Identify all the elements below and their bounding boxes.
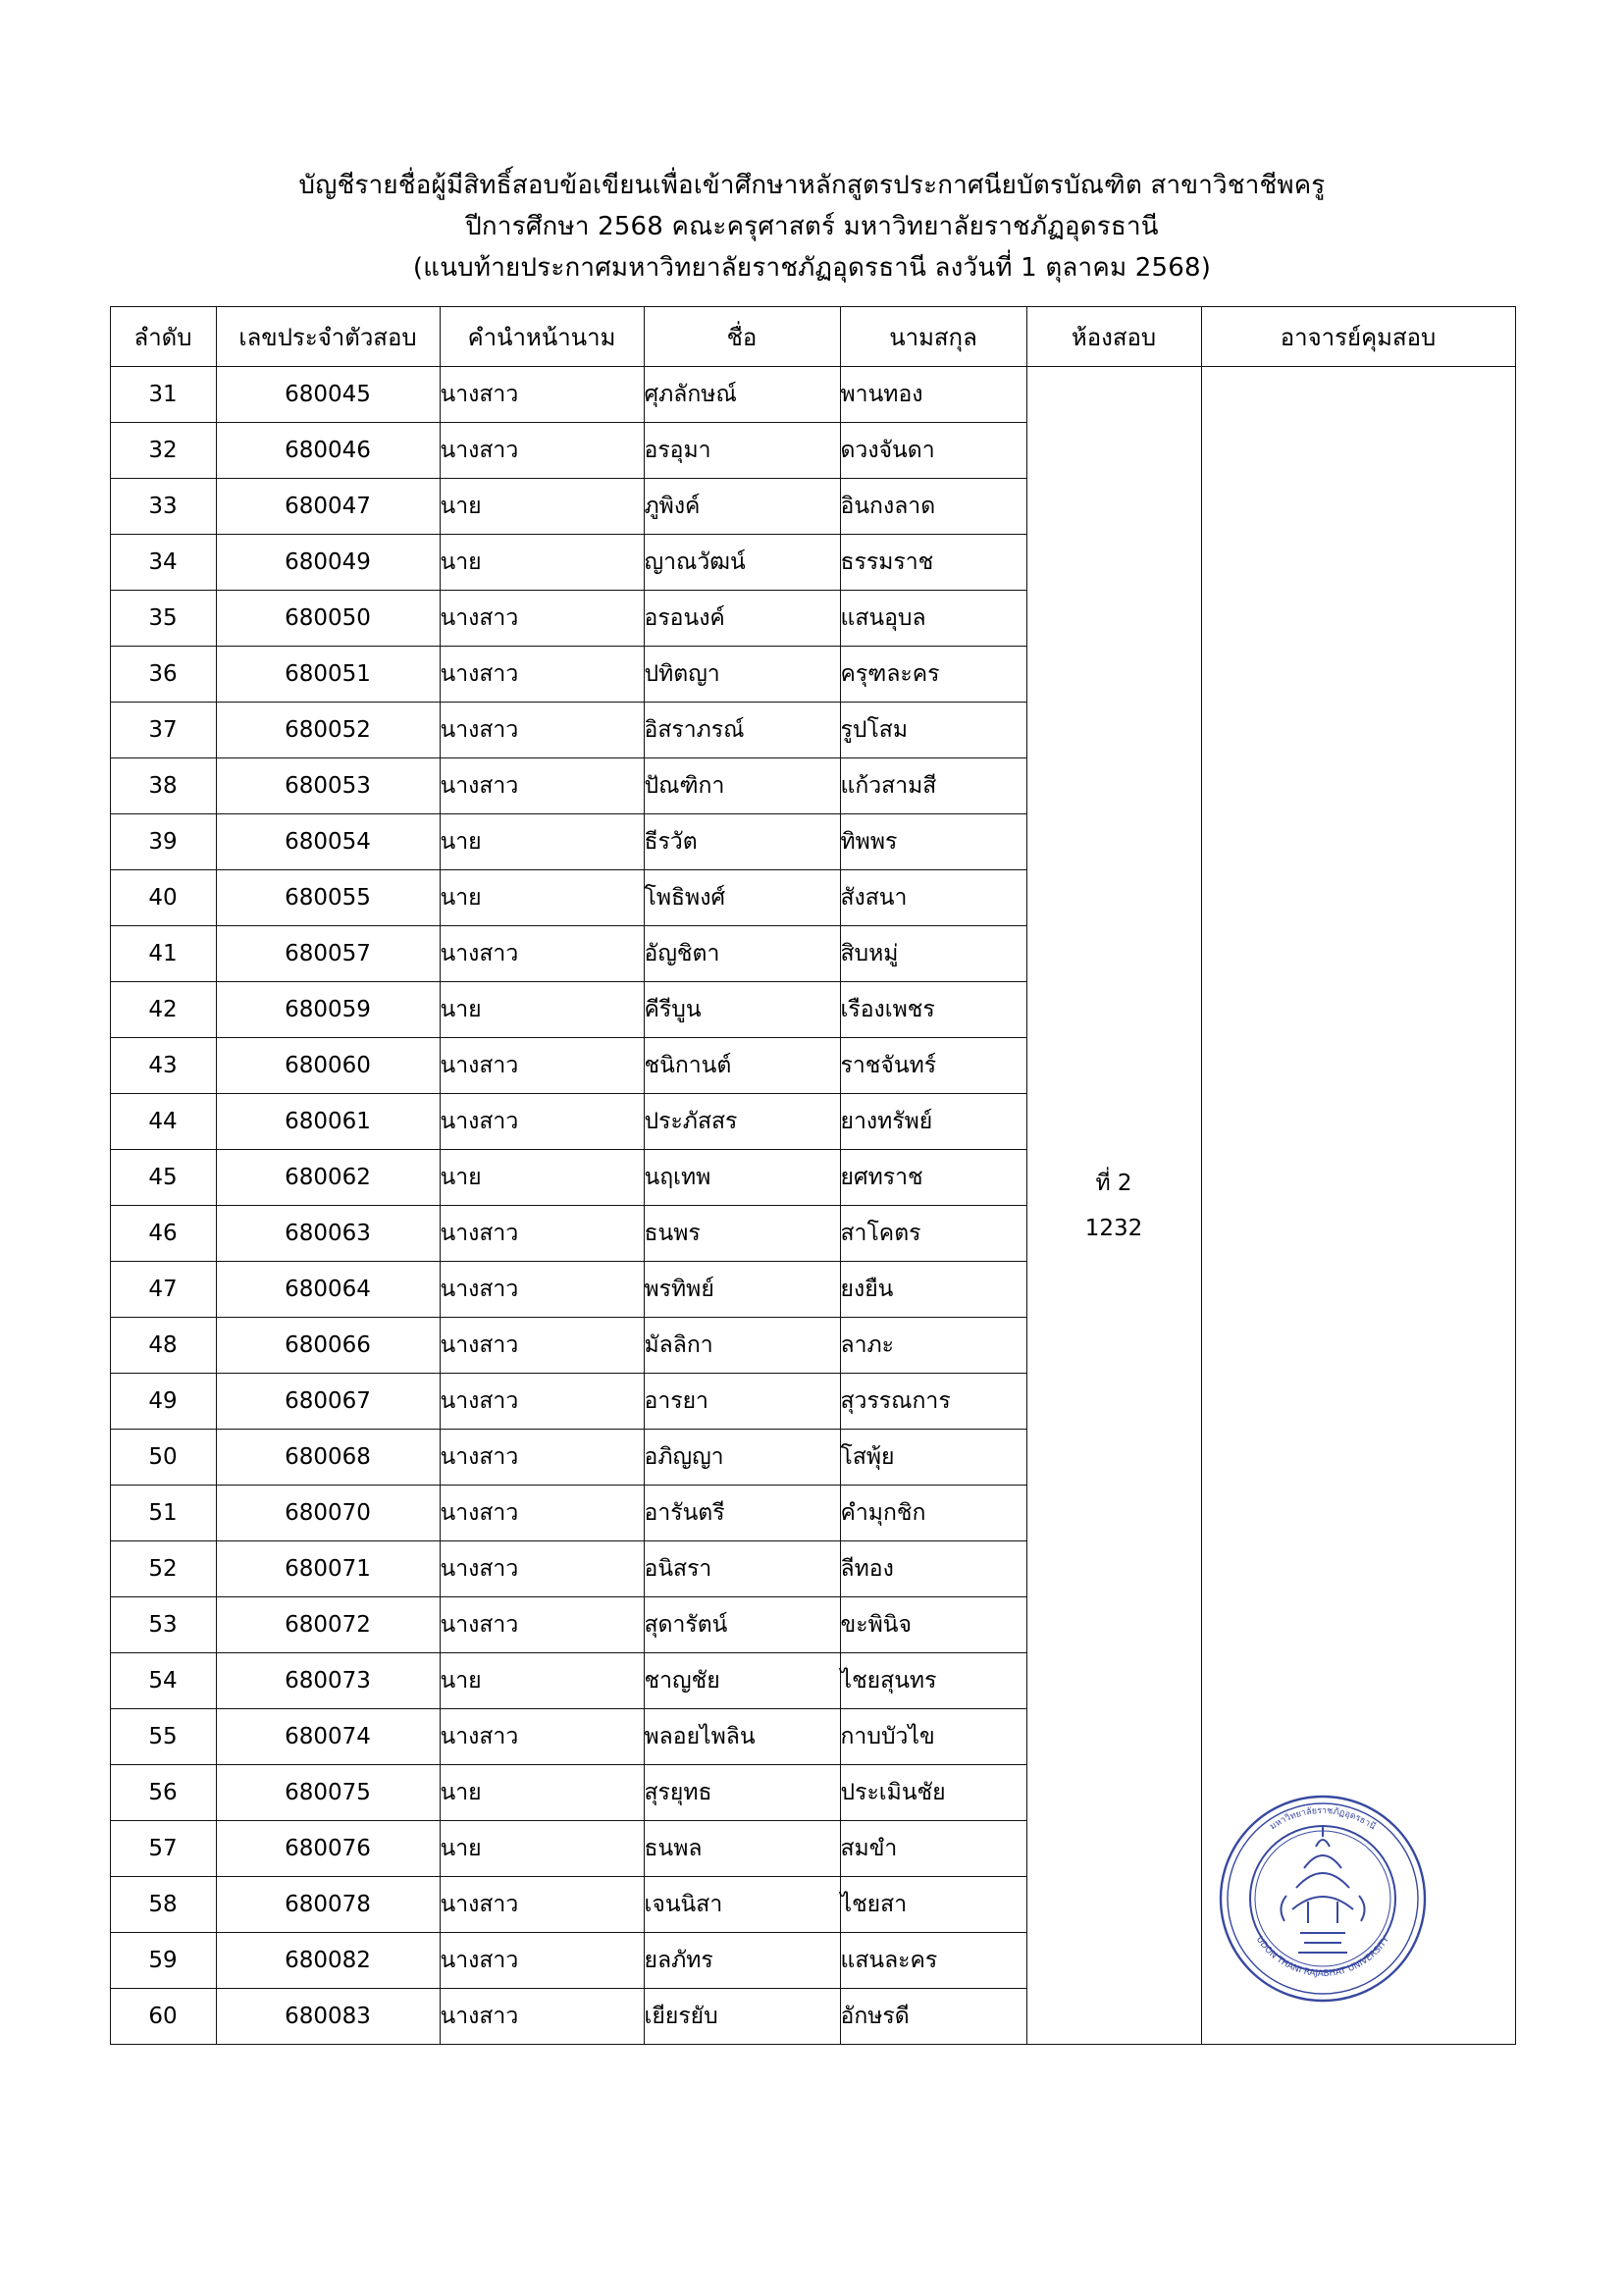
cell-title: นาย — [440, 479, 644, 535]
cell-no: 48 — [110, 1318, 216, 1374]
cell-no: 58 — [110, 1877, 216, 1933]
cell-first: เจนนิสา — [644, 1877, 840, 1933]
cell-no: 42 — [110, 982, 216, 1038]
cell-title: นางสาว — [440, 591, 644, 647]
cell-id: 680076 — [216, 1821, 440, 1877]
cell-id: 680057 — [216, 926, 440, 982]
cell-last: ไชยสุนทร — [840, 1653, 1026, 1709]
cell-last: เรืองเพชร — [840, 982, 1026, 1038]
cell-no: 54 — [110, 1653, 216, 1709]
cell-id: 680045 — [216, 367, 440, 423]
cell-title: นางสาว — [440, 1989, 644, 2045]
roster-table-wrapper — [110, 306, 1515, 2045]
cell-title: นางสาว — [440, 1262, 644, 1318]
cell-first: พรทิพย์ — [644, 1262, 840, 1318]
cell-title: นางสาว — [440, 647, 644, 703]
cell-first: ชนิกานต์ — [644, 1038, 840, 1094]
cell-no: 47 — [110, 1262, 216, 1318]
cell-last: ธรรมราช — [840, 535, 1026, 591]
cell-id: 680067 — [216, 1374, 440, 1430]
cell-title: นางสาว — [440, 1430, 644, 1486]
cell-no: 37 — [110, 703, 216, 758]
cell-last: โสพุ้ย — [840, 1430, 1026, 1486]
col-header-proctor: อาจารย์คุมสอบ — [1201, 307, 1515, 367]
cell-title: นางสาว — [440, 703, 644, 758]
cell-title: นาย — [440, 982, 644, 1038]
cell-id: 680059 — [216, 982, 440, 1038]
cell-first: ญาณวัฒน์ — [644, 535, 840, 591]
cell-last: ขะพินิจ — [840, 1597, 1026, 1653]
cell-first: ปัณฑิกา — [644, 758, 840, 814]
cell-id: 680051 — [216, 647, 440, 703]
cell-last: กาบบัวไข — [840, 1709, 1026, 1765]
cell-id: 680070 — [216, 1486, 440, 1541]
cell-id: 680083 — [216, 1989, 440, 2045]
cell-id: 680052 — [216, 703, 440, 758]
cell-id: 680074 — [216, 1709, 440, 1765]
cell-first: อิสราภรณ์ — [644, 703, 840, 758]
cell-id: 680075 — [216, 1765, 440, 1821]
col-header-title: คำนำหน้านาม — [440, 307, 644, 367]
cell-no: 36 — [110, 647, 216, 703]
cell-first: ภูพิงค์ — [644, 479, 840, 535]
cell-last: ลีทอง — [840, 1541, 1026, 1597]
cell-no: 60 — [110, 1989, 216, 2045]
cell-id: 680073 — [216, 1653, 440, 1709]
cell-id: 680050 — [216, 591, 440, 647]
cell-last: สังสนา — [840, 870, 1026, 926]
cell-no: 34 — [110, 535, 216, 591]
cell-no: 41 — [110, 926, 216, 982]
university-seal — [1210, 1786, 1436, 2011]
cell-first: โพธิพงศ์ — [644, 870, 840, 926]
cell-last: ครุฑละคร — [840, 647, 1026, 703]
cell-title: นางสาว — [440, 1541, 644, 1597]
cell-first: สุดารัตน์ — [644, 1597, 840, 1653]
cell-last: สิบหมู่ — [840, 926, 1026, 982]
cell-title: นาย — [440, 1150, 644, 1206]
table-header-row — [110, 307, 1515, 367]
cell-first: อภิญญา — [644, 1430, 840, 1486]
cell-id: 680072 — [216, 1597, 440, 1653]
cell-id: 680046 — [216, 423, 440, 479]
cell-first: ปทิตญา — [644, 647, 840, 703]
cell-no: 46 — [110, 1206, 216, 1262]
cell-first: ยลภัทร — [644, 1933, 840, 1989]
cell-last: แสนละคร — [840, 1933, 1026, 1989]
table-row — [110, 367, 1515, 423]
col-header-exam-id: เลขประจำตัวสอบ — [216, 307, 440, 367]
cell-last: ประเมินชัย — [840, 1765, 1026, 1821]
cell-no: 40 — [110, 870, 216, 926]
cell-first: เยียรยับ — [644, 1989, 840, 2045]
cell-title: นาย — [440, 870, 644, 926]
cell-no: 49 — [110, 1374, 216, 1430]
cell-title: นางสาว — [440, 1597, 644, 1653]
cell-first: พลอยไพลิน — [644, 1709, 840, 1765]
cell-last: อินกงลาด — [840, 479, 1026, 535]
cell-first: สุรยุทธ — [644, 1765, 840, 1821]
seal-bottom-text: UDON THANI RAJABHAT UNIVERSITY — [1253, 1935, 1392, 1980]
cell-no: 39 — [110, 814, 216, 870]
cell-first: นฤเทพ — [644, 1150, 840, 1206]
cell-id: 680063 — [216, 1206, 440, 1262]
cell-last: อักษรดี — [840, 1989, 1026, 2045]
cell-first: อรอุมา — [644, 423, 840, 479]
cell-title: นางสาว — [440, 1206, 644, 1262]
cell-last: ยางทรัพย์ — [840, 1094, 1026, 1150]
exam-room-line-1: ที่ 2 — [1095, 1170, 1132, 1196]
col-header-first-name: ชื่อ — [644, 307, 840, 367]
cell-first: ธนพร — [644, 1206, 840, 1262]
cell-first: ประภัสสร — [644, 1094, 840, 1150]
cell-id: 680066 — [216, 1318, 440, 1374]
cell-no: 56 — [110, 1765, 216, 1821]
cell-id: 680068 — [216, 1430, 440, 1486]
cell-last: พานทอง — [840, 367, 1026, 423]
cell-title: นาย — [440, 1821, 644, 1877]
cell-first: ชาญชัย — [644, 1653, 840, 1709]
cell-last: ทิพพร — [840, 814, 1026, 870]
document-header — [0, 0, 1624, 288]
cell-first: ธนพล — [644, 1821, 840, 1877]
exam-room-line-2: 1232 — [1084, 1215, 1143, 1241]
cell-last: แก้วสามสี — [840, 758, 1026, 814]
cell-title: นางสาว — [440, 423, 644, 479]
cell-no: 50 — [110, 1430, 216, 1486]
cell-title: นางสาว — [440, 1933, 644, 1989]
cell-id: 680049 — [216, 535, 440, 591]
cell-title: นางสาว — [440, 1038, 644, 1094]
cell-no: 53 — [110, 1597, 216, 1653]
cell-last: ไชยสา — [840, 1877, 1026, 1933]
table-header — [110, 307, 1515, 367]
cell-last: ยศทราช — [840, 1150, 1026, 1206]
cell-no: 51 — [110, 1486, 216, 1541]
cell-first: อารยา — [644, 1374, 840, 1430]
cell-id: 680071 — [216, 1541, 440, 1597]
cell-no: 35 — [110, 591, 216, 647]
cell-first: ธีรวัต — [644, 814, 840, 870]
cell-no: 38 — [110, 758, 216, 814]
cell-no: 57 — [110, 1821, 216, 1877]
cell-title: นาย — [440, 814, 644, 870]
cell-first: คีรีบูน — [644, 982, 840, 1038]
col-header-last-name: นามสกุล — [840, 307, 1026, 367]
col-header-no: ลำดับ — [110, 307, 216, 367]
cell-no: 32 — [110, 423, 216, 479]
cell-title: นางสาว — [440, 1877, 644, 1933]
cell-id: 680061 — [216, 1094, 440, 1150]
cell-title: นาย — [440, 535, 644, 591]
cell-title: นางสาว — [440, 1709, 644, 1765]
col-header-exam-room: ห้องสอบ — [1026, 307, 1201, 367]
cell-exam-room — [1026, 367, 1201, 2045]
cell-first: มัลลิกา — [644, 1318, 840, 1374]
cell-title: นางสาว — [440, 367, 644, 423]
cell-no: 43 — [110, 1038, 216, 1094]
cell-last: รูปโสม — [840, 703, 1026, 758]
cell-last: แสนอุบล — [840, 591, 1026, 647]
cell-id: 680047 — [216, 479, 440, 535]
cell-id: 680055 — [216, 870, 440, 926]
cell-id: 680064 — [216, 1262, 440, 1318]
cell-last: สมขำ — [840, 1821, 1026, 1877]
cell-id: 680060 — [216, 1038, 440, 1094]
cell-first: อารันตรี — [644, 1486, 840, 1541]
cell-id: 680082 — [216, 1933, 440, 1989]
cell-title: นาย — [440, 1765, 644, 1821]
cell-no: 52 — [110, 1541, 216, 1597]
cell-id: 680053 — [216, 758, 440, 814]
cell-last: คำมุกชิก — [840, 1486, 1026, 1541]
cell-id: 680054 — [216, 814, 440, 870]
cell-last: ราชจันทร์ — [840, 1038, 1026, 1094]
cell-no: 44 — [110, 1094, 216, 1150]
cell-no: 55 — [110, 1709, 216, 1765]
cell-title: นางสาว — [440, 926, 644, 982]
cell-title: นาย — [440, 1653, 644, 1709]
cell-last: ยงยืน — [840, 1262, 1026, 1318]
cell-last: สาโคตร — [840, 1206, 1026, 1262]
cell-id: 680078 — [216, 1877, 440, 1933]
cell-title: นางสาว — [440, 1374, 644, 1430]
cell-title: นางสาว — [440, 758, 644, 814]
cell-no: 59 — [110, 1933, 216, 1989]
cell-title: นางสาว — [440, 1318, 644, 1374]
cell-first: อนิสรา — [644, 1541, 840, 1597]
cell-first: อัญชิตา — [644, 926, 840, 982]
cell-no: 33 — [110, 479, 216, 535]
cell-no: 31 — [110, 367, 216, 423]
cell-id: 680062 — [216, 1150, 440, 1206]
cell-first: อรอนงค์ — [644, 591, 840, 647]
cell-first: ศุภลักษณ์ — [644, 367, 840, 423]
roster-table — [110, 306, 1516, 2045]
cell-last: ลาภะ — [840, 1318, 1026, 1374]
heading-line-2: ปีการศึกษา 2568 คณะครุศาสตร์ มหาวิทยาลัยราชภัฏอุดรธานี — [465, 212, 1159, 242]
cell-no: 45 — [110, 1150, 216, 1206]
heading-line-1: บัญชีรายชื่อผู้มีสิทธิ์สอบข้อเขียนเพื่อเข้าศึกษาหลักสูตรประกาศนียบัตรบัณฑิต สาขาวิชาชีพครู — [298, 171, 1326, 200]
seal-top-text: มหาวิทยาลัยราชภัฏอุดรธานี — [1268, 1805, 1378, 1833]
cell-last: ดวงจันดา — [840, 423, 1026, 479]
heading-line-3: (แนบท้ายประกาศมหาวิทยาลัยราชภัฏอุดรธานี ลงวันที่ 1 ตุลาคม 2568) — [412, 253, 1212, 284]
cell-last: สุวรรณการ — [840, 1374, 1026, 1430]
cell-title: นางสาว — [440, 1486, 644, 1541]
cell-title: นางสาว — [440, 1094, 644, 1150]
